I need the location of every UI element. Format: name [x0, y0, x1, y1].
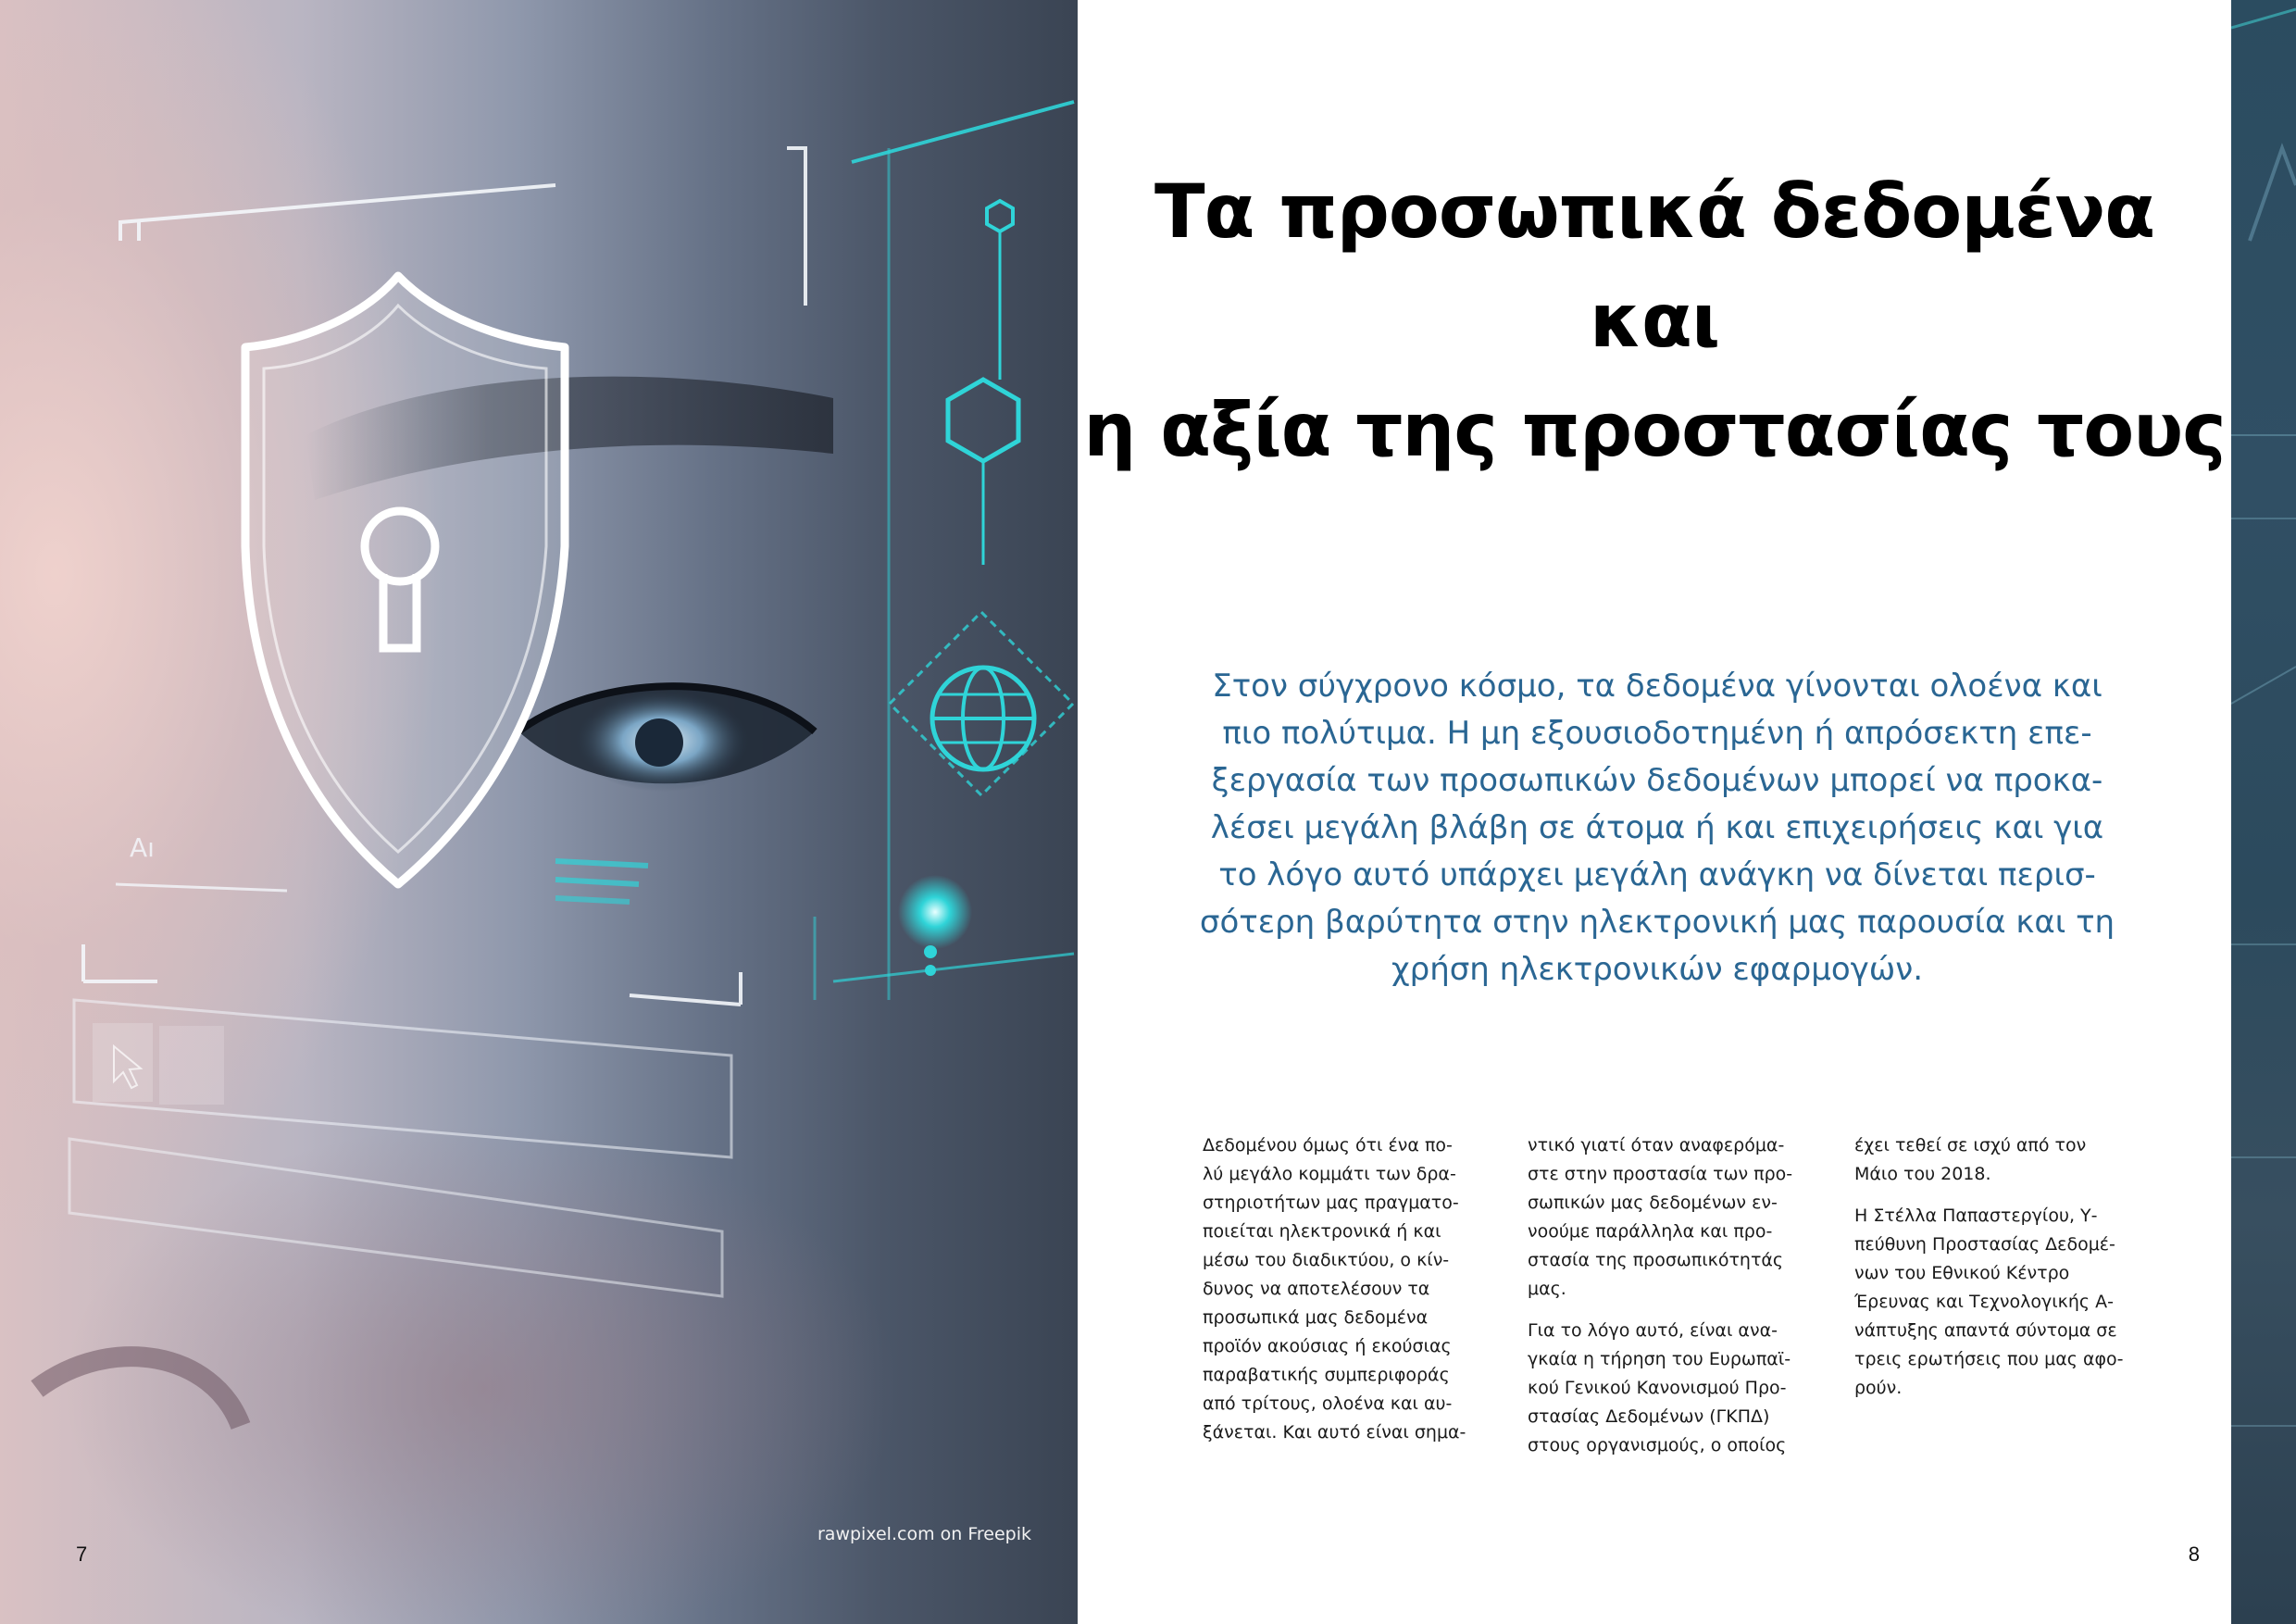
- body-line: Η Στέλλα Παπαστεργίου, Υ-: [1854, 1206, 2098, 1226]
- body-column-2: [1528, 1131, 1833, 1473]
- nose-shadow: [37, 1356, 241, 1426]
- lead-line: πιο πολύτιμα. Η μη εξουσιοδοτημένη ή απρόσεκτη επε-: [1222, 715, 2092, 752]
- body-line: στασία της προσωπικότητάς: [1528, 1250, 1784, 1270]
- hud-label: Aı: [130, 832, 155, 863]
- edge-decoration: [2231, 0, 2296, 1624]
- body-line: Μάιο του 2018.: [1854, 1164, 1991, 1184]
- body-line: Έρευνας και Τεχνολογικής Α-: [1854, 1292, 2114, 1312]
- hud-tile: [159, 1026, 224, 1105]
- body-line: παραβατικής συμπεριφοράς: [1203, 1365, 1450, 1385]
- lead-line: το λόγο αυτό υπάρχει μεγάλη ανάγκη να δίνεται περισ-: [1218, 856, 2096, 893]
- body-line: προσωπικά μας δεδομένα: [1203, 1307, 1429, 1328]
- body-line: στασίας Δεδομένων (ΓΚΠΔ): [1528, 1406, 1770, 1427]
- body-line: μέσω του διαδικτύου, ο κίν-: [1203, 1250, 1450, 1270]
- body-paragraph: [1528, 1317, 1833, 1460]
- body-paragraph: [1528, 1131, 1833, 1304]
- body-line: νοούμε παράλληλα και προ-: [1528, 1221, 1773, 1242]
- lead-paragraph: [1194, 663, 2120, 993]
- body-line: στε στην προστασία των προ-: [1528, 1164, 1793, 1184]
- cybersecurity-face-photo: [0, 0, 1078, 1624]
- body-line: ντικό γιατί όταν αναφερόμα-: [1528, 1135, 1785, 1156]
- body-paragraph: [1854, 1131, 2160, 1189]
- lead-line: ξεργασία των προσωπικών δεδομένων μπορεί να προκα-: [1211, 762, 2103, 799]
- body-line: κού Γενικού Κανονισμού Προ-: [1528, 1378, 1787, 1398]
- body-line: ξάνεται. Και αυτό είναι σημα-: [1203, 1422, 1466, 1443]
- body-line: νων του Εθνικού Κέντρο: [1854, 1263, 2070, 1283]
- article-title: [1078, 157, 2231, 485]
- page-number-left: 7: [76, 1543, 88, 1566]
- body-line: προϊόν ακούσιας ή εκούσιας: [1203, 1336, 1452, 1356]
- page-number-right: 8: [2188, 1543, 2200, 1566]
- body-line: Δεδομένου όμως ότι ένα πο-: [1203, 1135, 1453, 1156]
- glowing-dot: [898, 875, 972, 949]
- body-paragraph: [1854, 1202, 2160, 1403]
- body-line: δυνος να αποτελέσουν τα: [1203, 1279, 1430, 1299]
- eye-graphic: [518, 686, 815, 792]
- body-column-1: [1203, 1131, 1508, 1460]
- body-line: νάπτυξης απαντά σύντομα σε: [1854, 1320, 2117, 1341]
- body-column-3: [1854, 1131, 2160, 1416]
- lead-line: Στον σύγχρονο κόσμο, τα δεδομένα γίνονται ολοένα και: [1212, 668, 2103, 705]
- body-line: έχει τεθεί σε ισχύ από τον: [1854, 1135, 2087, 1156]
- title-line: Τα προσωπικά δεδομένα και: [1154, 169, 2155, 364]
- title-line: η αξία της προστασίας τους: [1083, 387, 2226, 473]
- body-line: από τρίτους, ολοένα και αυ-: [1203, 1393, 1453, 1414]
- body-line: στους οργανισμούς, ο οποίος: [1528, 1435, 1787, 1455]
- next-page-edge-strip: [2231, 0, 2296, 1624]
- hud-tile-cursor: [93, 1023, 153, 1102]
- article-page: [1078, 0, 2231, 1624]
- photo-credit: rawpixel.com on Freepik: [817, 1524, 1031, 1544]
- body-line: γκαία η τήρηση του Ευρωπαϊ-: [1528, 1349, 1791, 1369]
- body-line: τρεις ερωτήσεις που μας αφο-: [1854, 1349, 2124, 1369]
- body-line: πεύθυνη Προστασίας Δεδομέ-: [1854, 1234, 2115, 1255]
- lead-line: λέσει μεγάλη βλάβη σε άτομα ή και επιχειρήσεις και για: [1210, 809, 2104, 846]
- hud-cyan-panel: [555, 102, 1074, 1000]
- body-line: σωπικών μας δεδομένων εν-: [1528, 1193, 1778, 1213]
- body-paragraph: [1203, 1131, 1508, 1447]
- lead-line: χρήση ηλεκτρονικών εφαρμογών.: [1391, 951, 1924, 988]
- body-line: λύ μεγάλο κομμάτι των δρα-: [1203, 1164, 1456, 1184]
- body-line: μας.: [1528, 1279, 1566, 1299]
- lead-line: σότερη βαρύτητα στην ηλεκτρονική μας παρουσία και τη: [1199, 904, 2115, 941]
- shield-lock-icon: [245, 276, 565, 884]
- body-line: Για το λόγο αυτό, είναι ανα-: [1528, 1320, 1778, 1341]
- body-line: ποιείται ηλεκτρονικά ή και: [1203, 1221, 1441, 1242]
- body-line: στηριοτήτων μας πραγματο-: [1203, 1193, 1459, 1213]
- body-line: ρούν.: [1854, 1378, 1903, 1398]
- cover-photo-page: [0, 0, 1078, 1624]
